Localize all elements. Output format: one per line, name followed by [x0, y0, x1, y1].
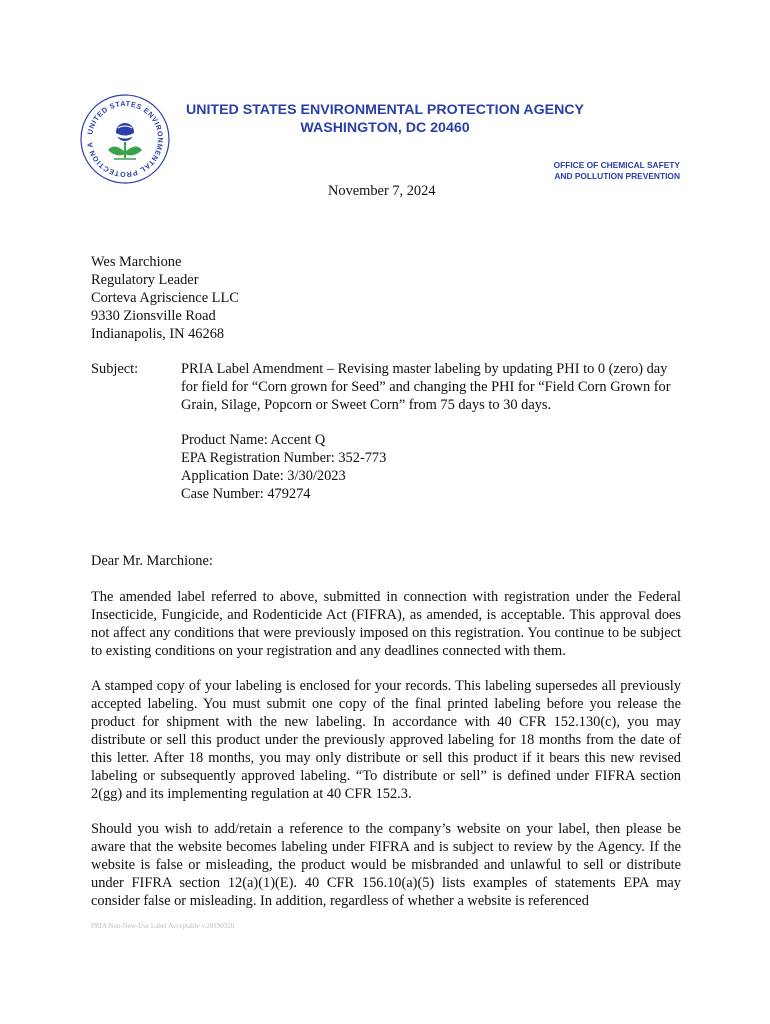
subject-label: Subject:	[91, 361, 139, 377]
letter-date: November 7, 2024	[328, 183, 436, 199]
recipient-address	[91, 253, 391, 343]
product-details	[181, 431, 581, 503]
recipient-city: Indianapolis, IN 46268	[91, 326, 225, 342]
svg-text:UNITED STATES ENVIRONMENTAL PR: UNITED STATES ENVIRONMENTAL PROTECTION A	[85, 98, 166, 180]
seal-graphic	[78, 92, 172, 186]
recipient-street: 9330 Zionsville Road	[91, 308, 216, 324]
salutation: Dear Mr. Marchione:	[91, 553, 213, 569]
agency-name: UNITED STATES ENVIRONMENTAL PROTECTION AGENCY	[185, 102, 585, 118]
epa-seal-logo	[78, 92, 172, 186]
footer-form-id: PRIA Non-New-Use Label Acceptable v.20190320	[91, 922, 235, 930]
subject-text: PRIA Label Amendment – Revising master labeling by updating PHI to 0 (zero) day for field for “Corn grown for Seed” and changing the PHI for “Field Corn Grown for Grain, Silage, Popcorn or Sweet Corn” from 75 days to 30 days.	[181, 361, 671, 413]
registration-number: EPA Registration Number: 352-773	[181, 450, 387, 466]
product-name: Product Name: Accent Q	[181, 432, 326, 448]
case-number: Case Number: 479274	[181, 486, 311, 502]
office-line-2: AND POLLUTION PREVENTION	[554, 171, 680, 181]
agency-header	[170, 101, 600, 137]
application-date: Application Date: 3/30/2023	[181, 468, 346, 484]
agency-location: WASHINGTON, DC 20460	[300, 120, 470, 136]
body-paragraph-1: The amended label referred to above, submitted in connection with registration under the Federal Insecticide, Fungicide, and Rodenticide Act (FIFRA), as amended, is acceptable. This approval does not affect any conditions that were previously imposed on this registration. You continue to be subject to existing conditions on your registration and any deadlines connected with them.	[91, 589, 681, 659]
body-paragraph-3: Should you wish to add/retain a reference to the company’s website on your label, then please be aware that the website becomes labeling under FIFRA and is subject to review by the Agency. If the website is false or misleading, the product would be misbranded and unlawful to sell or distribute under FIFRA section 12(a)(1)(E). 40 CFR 156.10(a)(5) lists examples of statements EPA may consider false or misleading. In addition, regardless of whether a website is referenced	[91, 821, 681, 909]
recipient-name: Wes Marchione	[91, 254, 182, 270]
recipient-company: Corteva Agriscience LLC	[91, 290, 239, 306]
office-header	[440, 160, 680, 182]
office-line-1: OFFICE OF CHEMICAL SAFETY	[553, 160, 680, 170]
recipient-title: Regulatory Leader	[91, 272, 199, 288]
body-paragraph-2: A stamped copy of your labeling is enclosed for your records. This labeling supersedes all previously accepted labeling. You must submit one copy of the final printed labeling before you release the product for shipment with the new labeling. In accordance with 40 CFR 152.130(c), you may distribute or sell this product under the previously approved labeling for 18 months from the date of this letter. After 18 months, you may only distribute or sell this product if it bears this new revised labeling or subsequently approved labeling. “To distribute or sell” is defined under FIFRA section 2(gg) and its implementing regulation at 40 CFR 152.3.	[91, 678, 681, 802]
